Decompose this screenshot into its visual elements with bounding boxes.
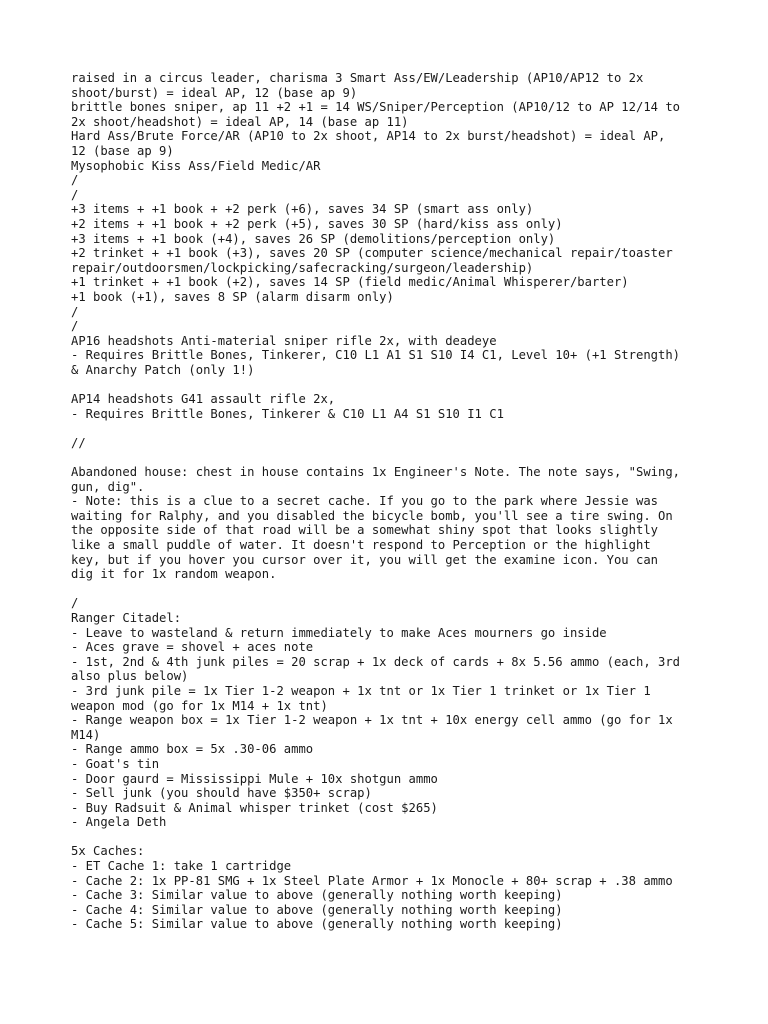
list-item: - Range weapon box = 1x Tier 1-2 weapon + 1x tnt + 10x energy cell ammo (go for 1x (71, 713, 673, 728)
text-line: key, but if you hover you cursor over it, you will get the examine icon. You can (71, 552, 658, 567)
list-item: - Range ammo box = 5x .30-06 ammo (71, 742, 314, 757)
text-line: +3 items + +1 book (+4), saves 26 SP (demolitions/perception only) (71, 231, 556, 246)
text-line: - Note: this is a clue to a secret cache. If you go to the park where Jessie was (71, 494, 658, 509)
list-item: - ET Cache 1: take 1 cartridge (71, 859, 292, 874)
text-line: repair/outdoorsmen/lockpicking/safecracking/surgeon/leadership) (71, 260, 534, 275)
separator-line: // (71, 435, 86, 450)
list-item: - Leave to wasteland & return immediately to make Aces mourners go inside (71, 625, 607, 640)
section-heading: 5x Caches: (71, 844, 145, 859)
list-item: - Cache 3: Similar value to above (generally nothing worth keeping) (71, 888, 563, 903)
separator-line: / (71, 173, 79, 188)
separator-line: / (71, 596, 79, 611)
text-line: Hard Ass/Brute Force/AR (AP10 to 2x shoot, AP14 to 2x burst/headshot) = ideal AP, (71, 129, 666, 144)
list-item: - Goat's tin (71, 756, 160, 771)
text-line: the opposite side of that road will be a somewhat shiny spot that looks slightly (71, 523, 658, 538)
text-line: AP14 headshots G41 assault rifle 2x, (71, 392, 336, 407)
list-item: - Aces grave = shovel + aces note (71, 640, 314, 655)
text-line: 2x shoot/headshot) = ideal AP, 14 (base ap 11) (71, 114, 409, 129)
list-item: - Cache 2: 1x PP-81 SMG + 1x Steel Plate Armor + 1x Monocle + 80+ scrap + .38 ammo (71, 873, 673, 888)
text-line: raised in a circus leader, charisma 3 Smart Ass/EW/Leadership (AP10/AP12 to 2x (71, 71, 644, 85)
text-line: +2 trinket + +1 book (+3), saves 20 SP (computer science/mechanical repair/toaster (71, 246, 673, 261)
separator-line: / (71, 187, 79, 202)
list-item: - Cache 4: Similar value to above (generally nothing worth keeping) (71, 902, 563, 917)
list-item: - 3rd junk pile = 1x Tier 1-2 weapon + 1x tnt or 1x Tier 1 trinket or 1x Tier 1 (71, 683, 651, 698)
text-line: +2 items + +1 book + +2 perk (+5), saves 30 SP (hard/kiss ass only) (71, 216, 563, 231)
text-line: gun, dig". (71, 479, 145, 494)
blank-line (71, 377, 711, 392)
text-line: dig it for 1x random weapon. (71, 567, 277, 582)
blank-line (71, 421, 711, 436)
document-page (71, 71, 711, 932)
text-line: +1 book (+1), saves 8 SP (alarm disarm only) (71, 289, 394, 304)
text-line: Mysophobic Kiss Ass/Field Medic/AR (71, 158, 321, 173)
blank-line (71, 582, 711, 597)
blank-line (71, 830, 711, 845)
text-line: shoot/burst) = ideal AP, 12 (base ap 9) (71, 85, 358, 100)
list-item: weapon mod (go for 1x M14 + 1x tnt) (71, 698, 328, 713)
list-item: - Sell junk (you should have $350+ scrap) (71, 786, 372, 801)
list-item: - 1st, 2nd & 4th junk piles = 20 scrap + 1x deck of cards + 8x 5.56 ammo (each, 3rd (71, 654, 681, 669)
text-line: Abandoned house: chest in house contains 1x Engineer's Note. The note says, "Swing, (71, 465, 681, 480)
text-line: & Anarchy Patch (only 1!) (71, 362, 255, 377)
text-line: 12 (base ap 9) (71, 143, 174, 158)
text-line: +3 items + +1 book + +2 perk (+6), saves 34 SP (smart ass only) (71, 202, 534, 217)
text-line: like a small puddle of water. It doesn't respond to Perception or the highlight (71, 538, 651, 552)
list-item: - Cache 5: Similar value to above (generally nothing worth keeping) (71, 917, 563, 932)
text-line: +1 trinket + +1 book (+2), saves 14 SP (field medic/Animal Whisperer/barter) (71, 275, 629, 290)
blank-line (71, 450, 711, 465)
list-item: - Buy Radsuit & Animal whisper trinket (cost $265) (71, 800, 438, 815)
text-line: waiting for Ralphy, and you disabled the bicycle bomb, you'll see a tire swing. On (71, 508, 673, 523)
separator-line: / (71, 304, 79, 319)
text-line: - Requires Brittle Bones, Tinkerer & C10 L1 A4 S1 S10 I1 C1 (71, 406, 504, 421)
section-heading: Ranger Citadel: (71, 610, 182, 625)
list-item: M14) (71, 727, 101, 742)
text-line: AP16 headshots Anti-material sniper rifle 2x, with deadeye (71, 333, 497, 348)
list-item: - Angela Deth (71, 815, 167, 830)
text-line: - Requires Brittle Bones, Tinkerer, C10 L1 A1 S1 S10 I4 C1, Level 10+ (+1 Strength) (71, 348, 681, 363)
list-item: also plus below) (71, 669, 189, 684)
separator-line: / (71, 319, 79, 334)
list-item: - Door gaurd = Mississippi Mule + 10x shotgun ammo (71, 771, 438, 786)
text-line: brittle bones sniper, ap 11 +2 +1 = 14 WS/Sniper/Perception (AP10/12 to AP 12/14 to (71, 100, 681, 115)
